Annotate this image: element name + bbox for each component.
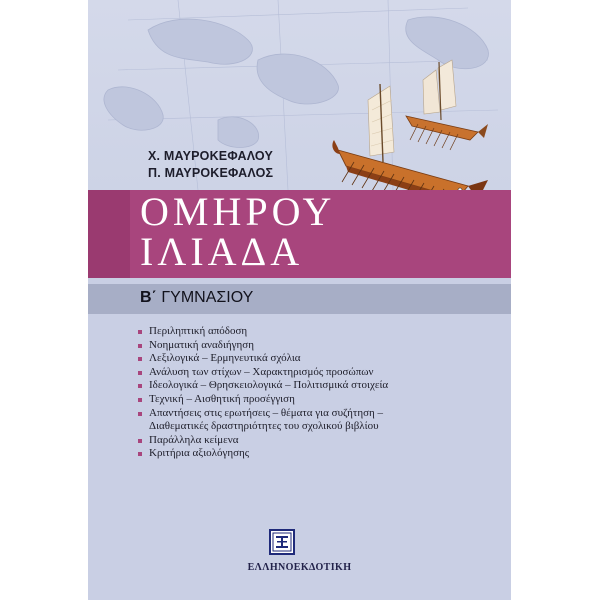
list-item: Περιληπτική απόδοση (138, 325, 498, 339)
bullet-icon (138, 344, 142, 348)
bullet-icon (138, 452, 142, 456)
list-item: Κριτήρια αξιολόγησης (138, 447, 498, 461)
bullet-icon (138, 330, 142, 334)
title-line-1: ΟΜΗΡΟΥ (140, 189, 336, 234)
bullet-icon (138, 439, 142, 443)
bullet-icon (138, 398, 142, 402)
bullet-icon (138, 384, 142, 388)
list-item: Παράλληλα κείμενα (138, 434, 498, 448)
grade-text: ΓΥΜΝΑΣΙΟΥ (156, 289, 254, 306)
bullet-icon (138, 412, 142, 416)
book-cover (88, 0, 511, 600)
publisher-logo-icon (269, 529, 295, 555)
list-item: Τεχνική – Αισθητική προσέγγιση (138, 393, 498, 407)
list-item: Λεξιλογικά – Ερμηνευτικά σχόλια (138, 352, 498, 366)
list-item: Ανάλυση των στίχων – Χαρακτηρισμός προσώπων (138, 366, 498, 380)
grade-label (140, 289, 253, 307)
book-title (140, 189, 336, 274)
list-item-continuation: Διαθεματικές δραστηριότητες του σχολικού βιβλίου (149, 420, 379, 433)
list-item: Απαντήσεις στις ερωτήσεις – θέματα για συζήτηση – (138, 407, 498, 421)
author-name: Π. ΜΑΥΡΟΚΕΦΑΛΟΣ (148, 166, 274, 180)
publisher-name: ΕΛΛΗΝΟΕΚΔΟΤΙΚΗ (247, 562, 352, 573)
title-line-2: ΙΛΙΑΔΑ (140, 229, 304, 274)
authors (148, 148, 273, 182)
title-band (88, 190, 511, 278)
author-name: Χ. ΜΑΥΡΟΚΕΦΑΛΟΥ (148, 149, 274, 163)
grade-prefix: Β΄ (140, 289, 157, 306)
bullet-icon (138, 357, 142, 361)
list-item: Ιδεολογικά – Θρησκειολογικά – Πολιτισμικά στοιχεία (138, 379, 498, 393)
title-band-accent (88, 190, 130, 278)
list-item: Νοηματική αναδιήγηση (138, 339, 498, 353)
grade-band (88, 284, 511, 314)
bullet-icon (138, 371, 142, 375)
feature-list (138, 325, 498, 461)
